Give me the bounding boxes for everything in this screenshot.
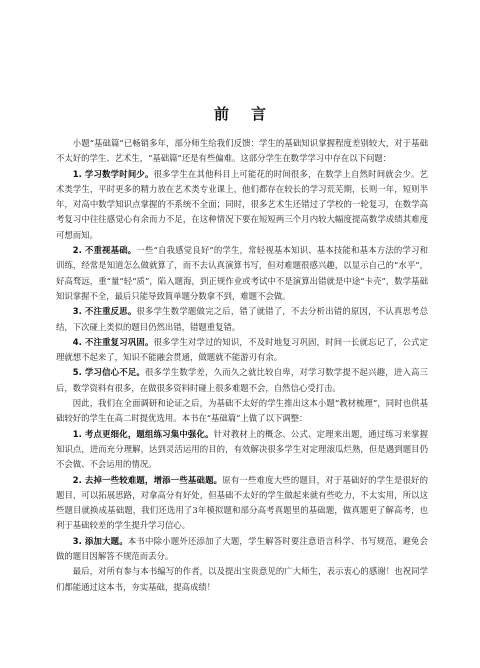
adjustment-heading: 2. 去掉一些较难题，增添一些基础题。 [72,474,223,485]
transition-paragraph [56,396,428,427]
paragraph-text: 最后，对所有参与本书编写的作者，以及提出宝贵意见的广大师生，表示衷心的感谢！也祝同学们都能通过这本书，夯实基础，提高成绩！ [56,566,428,592]
paragraph-text: 一些“自我感觉良好”的学生，常轻视基本知识、基本技能和基本方法的学习和训练，经常是知道怎么做就算了，而不去认真演算书写，但对难题很感兴趣，以显示自己的“水平”，好高骛远，重“量”轻“质”，陷入题海，到正规作业或考试中不是演算出错就是中途“卡壳”，数学基础知识掌握不全，最后只能导致简单题分数拿不到，难题不会做。 [56,245,428,301]
problem-item-1 [56,167,428,243]
intro-paragraph [56,136,428,167]
adjustment-item-1 [56,427,428,473]
problem-heading: 1. 学习数学时间少。 [72,168,154,179]
paragraph-text: 本书中除小题外还添加了大题，学生解答时要注意语言科学、书写规范，避免会做的题目因解答不规范而丢分。 [56,535,428,562]
paragraph-text: 小题“基础篇”已畅销多年，部分师生给我们反馈：学生的基础知识掌握程度差别较大，对于基础不太好的学生、艺术生，“基础篇”还是有些偏难。这部分学生在数学学习中存在以下问题： [56,138,428,164]
adjustment-item-3 [56,534,428,565]
problem-heading: 2. 不重视基础。 [72,245,137,256]
paragraph-text: 很多学生对学过的知识，不及时地复习巩固，时间一长就忘记了，公式定理就想不起来了，知识不能融会贯通，做题就不能游刃有余。 [56,336,428,363]
problem-heading: 3. 不注重反思。 [72,306,137,317]
adjustment-item-2 [56,473,428,534]
adjustment-heading: 3. 添加大题。 [72,535,128,546]
problem-item-4 [56,335,428,366]
paragraph-text: 很多学生在其他科目上可能花的时间很多，在数学上自然时间就会少。艺术类学生，平时更多的精力放在艺术类专业课上，他们都存在较长的学习荒芜期，长则一年，短则半年，对高中数学知识点掌握的不系统不全面；同时，很多艺术生还错过了学校的一轮复习，在数学高考复习中往往感觉心有余而力不足，在这种情况下要在短短两三个月内较大幅度提高数学成绩其难度可想而知。 [56,168,428,240]
problem-item-5 [56,365,428,396]
adjustment-heading: 1. 考点更细化，题组练习集中强化。 [72,428,214,439]
page-title: 前言 [213,105,288,123]
paragraph-text: 针对教材上的概念、公式、定理来出题，通过练习来掌握知识点，进而充分理解，达到灵活运用的目的，有效解决很多学生对定理滚瓜烂熟，但是遇到题目仍不会做、不会运用的情况。 [56,428,428,470]
paragraph-text: 很多学生数学题做完之后，错了就错了，不去分析出错的原因，不认真思考总结，下次碰上类似的题目仍然出错，错题重复错。 [56,306,428,332]
paragraph-text: 原有一些难度大些的题目，对于基础好的学生是很好的题目，可以拓展思路，对拿高分有好处，但基础不太好的学生做起来就有些吃力，不太实用，所以这些题目就换成基础题，我们还选用了3年模拟题和部分高考真题里的基础题，做真题更了解高考，也利于基础较差的学生提升学习信心。 [56,474,428,531]
preface-body [56,136,428,595]
problem-item-2 [56,243,428,304]
paragraph-text: 很多学生数学差，久而久之就比较自卑，对学习数学提不起兴趣，进入高三后，数学资料有很多，在做很多资料时碰上很多难题不会，自然信心受打击。 [56,367,428,393]
problem-heading: 5. 学习信心不足。 [72,367,145,378]
problem-heading: 4. 不注重复习巩固。 [72,336,154,347]
paragraph-text: 因此，我们在全面调研和论证之后，为基础不太好的学生推出这本小题“教材梳理”，同时也供基础较好的学生在高二时提优选用。本书在“基础篇”上做了以下调整： [56,398,428,424]
problem-item-3 [56,304,428,335]
closing-paragraph [56,564,428,595]
